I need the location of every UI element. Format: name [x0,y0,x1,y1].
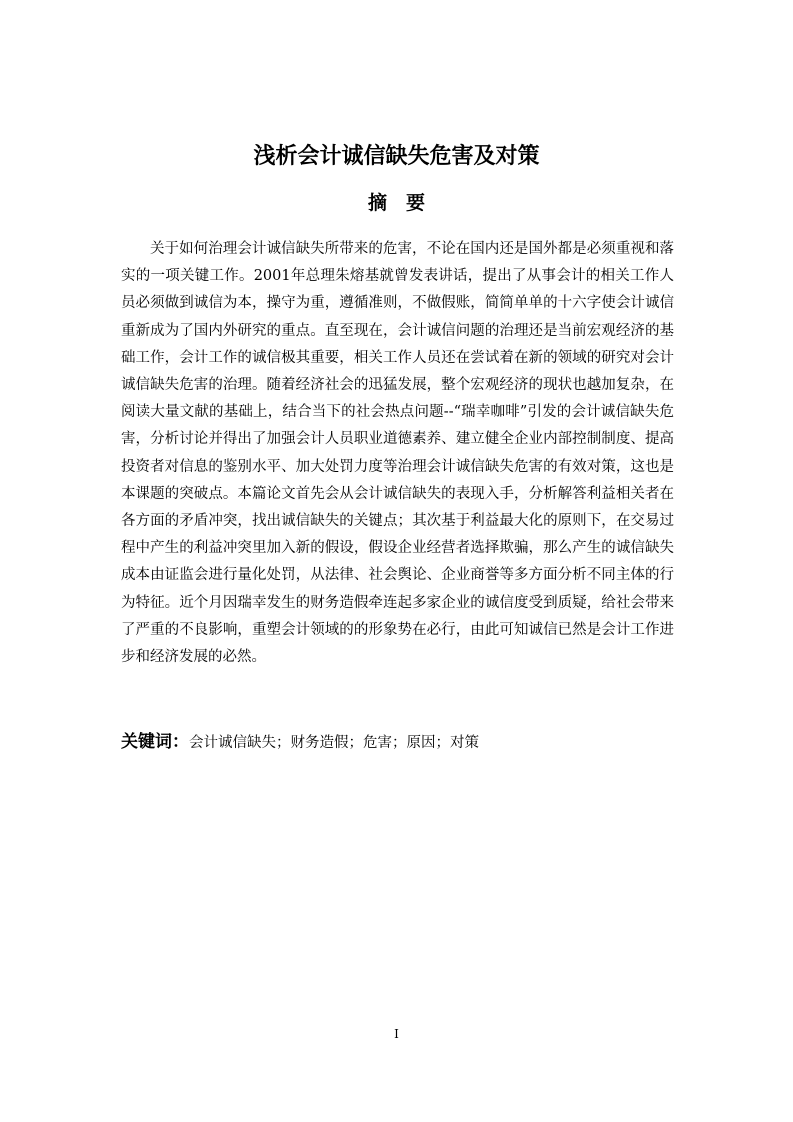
page-number: I [394,1027,399,1041]
abstract-heading: 摘 要 [367,192,425,214]
keywords-text: 会计诚信缺失；财务造假；危害；原因；对策 [189,735,479,751]
paper-title: 浅析会计诚信缺失危害及对策 [253,144,540,169]
keywords-line [121,728,674,757]
keywords-label: 关键词： [121,732,189,752]
abstract-paragraph: 关于如何治理会计诚信缺失所带来的危害，不论在国内还是国外都是必须重视和落实的一项关键工作。2001年总理朱熔基就曾发表讲话，提出了从事会计的相关工作人员必须做到诚信为本，操守为重，遵循准则，不做假账，简简单单的十六字使会计诚信重新成为了国内外研究的重点。直至现在，会计诚信问题的治理还是当前宏观经济的基础工作，会计工作的诚信极其重要，相关工作人员还在尝试着在新的领域的研究对会计诚信缺失危害的治理。随着经济社会的迅猛发展，整个宏观经济的现状也越加复杂，在阅读大量文献的基础上，结合当下的社会热点问题--“瑞幸咖啡”引发的会计诚信缺失危害，分析讨论并得出了加强会计人员职业道德素养、建立健全企业内部控制制度、提高投资者对信息的鉴别水平、加大处罚力度等治理会计诚信缺失危害的有效对策，这也是本课题的突破点。本篇论文首先会从会计诚信缺失的表现入手，分析解答利益相关者在各方面的矛盾冲突，找出诚信缺失的关键点；其次基于利益最大化的原则下，在交易过程中产生的利益冲突里加入新的假设，假设企业经营者选择欺骗，那么产生的诚信缺失成本由证监会进行量化处罚，从法律、社会舆论、企业商誉等多方面分析不同主体的行为特征。近个月因瑞幸发生的财务造假牵连起多家企业的诚信度受到质疑，给社会带来了严重的不良影响，重塑会计领域的的形象势在必行，由此可知诚信已然是会计工作进步和经济发展的必然。 [121,241,674,666]
